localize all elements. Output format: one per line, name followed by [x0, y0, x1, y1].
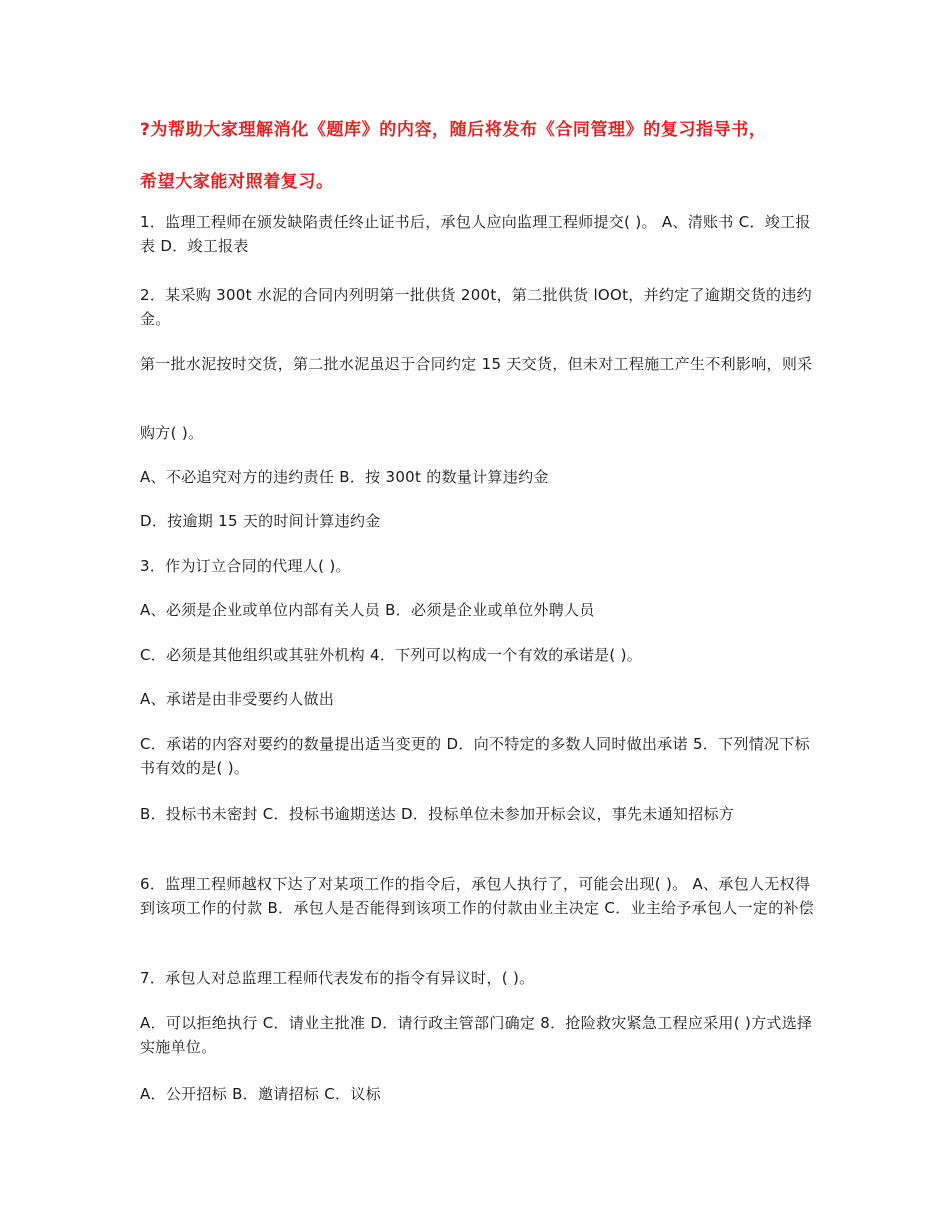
question-4-options-c-d-question-5: C．承诺的内容对要约的数量提出适当变更的 D．向不特定的多数人同时做出承诺 5．下列情况下标书有效的是( )。 [140, 735, 810, 777]
question-6: 6．监理工程师越权下达了对某项工作的指令后，承包人执行了，可能会出现( )。 A、承包人无权得到该项工作的付款 B．承包人是否能得到该项工作的付款由业主决定 C．业主给予承包人一定的补偿 [140, 875, 815, 917]
question-2: 2．某采购 300t 水泥的合同内列明第一批供货 200t，第二批供货 lOOt，并约定了逾期交货的违约金。 [140, 286, 812, 328]
intro-line-1: ?为帮助大家理解消化《题库》的内容，随后将发布《合同管理》的复习指导书， [140, 120, 767, 140]
question-8-options: A．公开招标 B．邀请招标 C．议标 [140, 1085, 381, 1103]
question-2-option-d: D．按逾期 15 天的时间计算违约金 [140, 512, 381, 530]
question-7: 7．承包人对总监理工程师代表发布的指令有异议时，( )。 [140, 969, 535, 987]
question-1: 1．监理工程师在颁发缺陷责任终止证书后，承包人应向监理工程师提交( )。 A、清账书 C．竣工报表 D．竣工报表 [140, 213, 811, 255]
question-3-option-c-question-4: C．必须是其他组织或其驻外机构 4．下列可以构成一个有效的承诺是( )。 [140, 646, 643, 664]
intro-line-2: 希望大家能对照着复习。 [140, 172, 334, 192]
question-3-options-a-b: A、必须是企业或单位内部有关人员 B．必须是企业或单位外聘人员 [140, 601, 595, 619]
question-3: 3．作为订立合同的代理人( )。 [140, 557, 351, 575]
question-5-options: B．投标书未密封 C．投标书逾期送达 D．投标单位未参加开标会议，事先未通知招标方 [140, 805, 735, 823]
question-7-options-question-8: A．可以拒绝执行 C．请业主批准 D．请行政主管部门确定 8．抢险救灾紧急工程应采用( )方式选择实施单位。 [140, 1014, 813, 1056]
question-4-option-a: A、承诺是由非受要约人做出 [140, 690, 335, 708]
question-2-stem-end: 购方( )。 [140, 424, 204, 442]
question-2-options-a-b: A、不必追究对方的违约责任 B．按 300t 的数量计算违约金 [140, 468, 549, 486]
question-2-continued: 第一批水泥按时交货，第二批水泥虽迟于合同约定 15 天交货，但未对工程施工产生不利影响，则采 [140, 355, 813, 373]
